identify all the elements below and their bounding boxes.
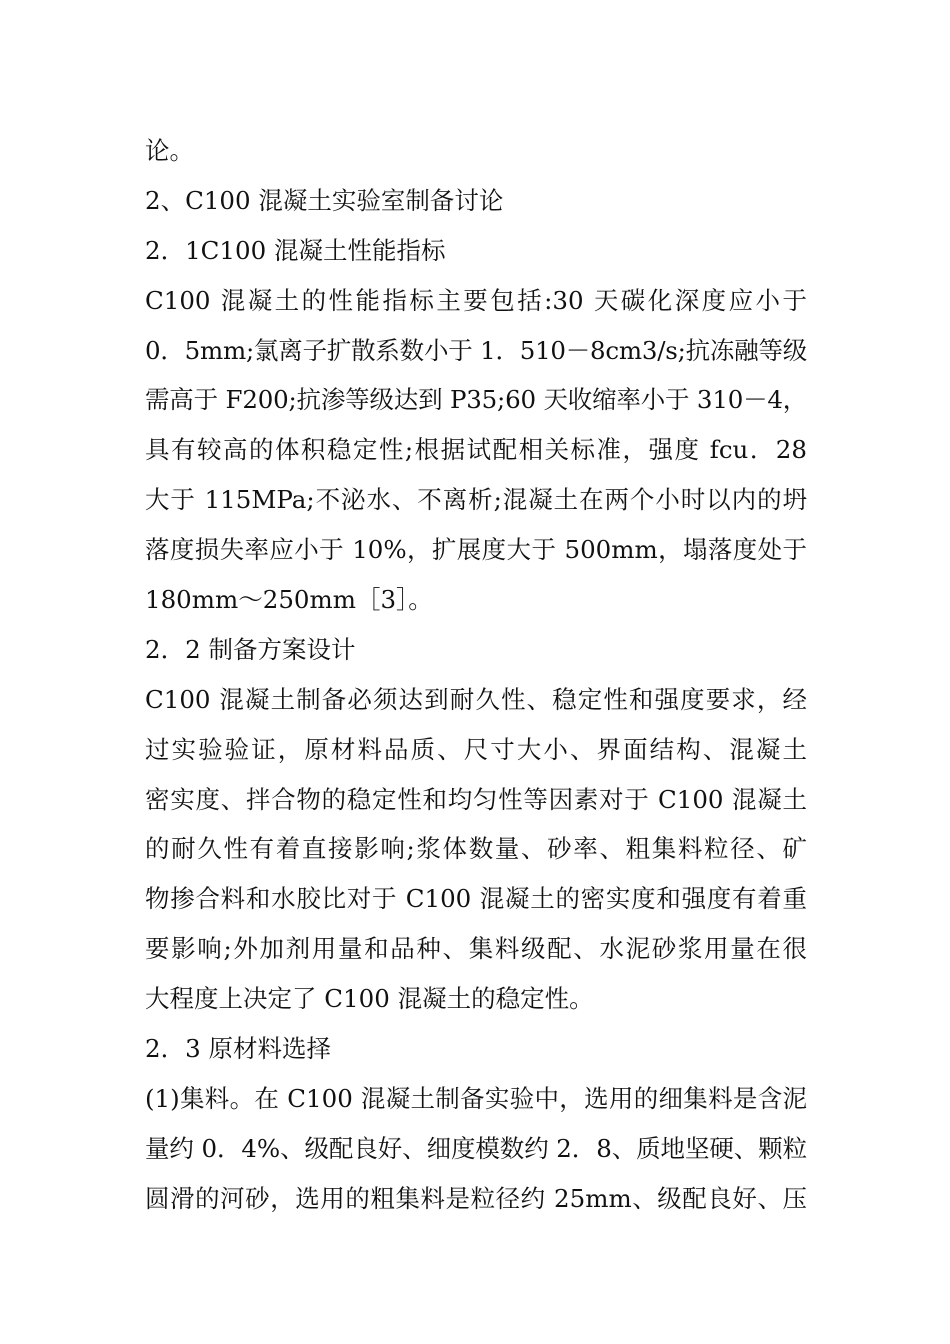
subsection-heading-2-3: 2．3 原材料选择 <box>145 1034 331 1064</box>
paragraph-line: 落度损失率应小于 10%，扩展度大于 500mm，塌落度处于 <box>145 535 807 565</box>
section-heading-2: 2、C100 混凝土实验室制备讨论 <box>145 185 504 215</box>
paragraph-line: 的耐久性有着直接影响;浆体数量、砂率、粗集料粒径、矿 <box>145 834 807 864</box>
text-line-1: 论。 <box>145 136 194 165</box>
paragraph-line: (1)集料。在 C100 混凝土制备实验中，选用的细集料是含泥 <box>145 1083 807 1113</box>
paragraph-line: 180mm～250mm［3］。 <box>145 585 433 615</box>
subsection-heading-2-1: 2．1C100 混凝土性能指标 <box>145 235 446 265</box>
paragraph-line: 过实验验证，原材料品质、尺寸大小、界面结构、混凝土 <box>145 734 807 764</box>
paragraph-line: 需高于 F200;抗渗等级达到 P35;60 天收缩率小于 310－4， <box>145 385 808 415</box>
document-page <box>145 126 807 1224</box>
paragraph-line: 具有较高的体积稳定性;根据试配相关标准，强度 fcu．28 <box>145 435 807 465</box>
paragraph-line: 大程度上决定了 C100 混凝土的稳定性。 <box>145 984 594 1014</box>
paragraph-line: 量约 0．4%、级配良好、细度模数约 2．8、质地坚硬、颗粒 <box>145 1133 807 1163</box>
paragraph-line: C100 混凝土制备必须达到耐久性、稳定性和强度要求，经 <box>145 684 807 714</box>
paragraph-line: 要影响;外加剂用量和品种、集料级配、水泥砂浆用量在很 <box>145 934 807 964</box>
paragraph-line: 物掺合料和水胶比对于 C100 混凝土的密实度和强度有着重 <box>145 884 807 914</box>
paragraph-line: C100 混凝土的性能指标主要包括:30 天碳化深度应小于 <box>145 285 807 315</box>
paragraph-line: 0．5mm;氯离子扩散系数小于 1．510－8cm3/s;抗冻融等级 <box>145 335 807 365</box>
subsection-heading-2-2: 2．2 制备方案设计 <box>145 634 356 664</box>
paragraph-line: 圆滑的河砂，选用的粗集料是粒径约 25mm、级配良好、压 <box>145 1183 807 1213</box>
paragraph-line: 密实度、拌合物的稳定性和均匀性等因素对于 C100 混凝土 <box>145 784 807 814</box>
paragraph-line: 大于 115MPa;不泌水、不离析;混凝土在两个小时以内的坍 <box>145 485 807 515</box>
